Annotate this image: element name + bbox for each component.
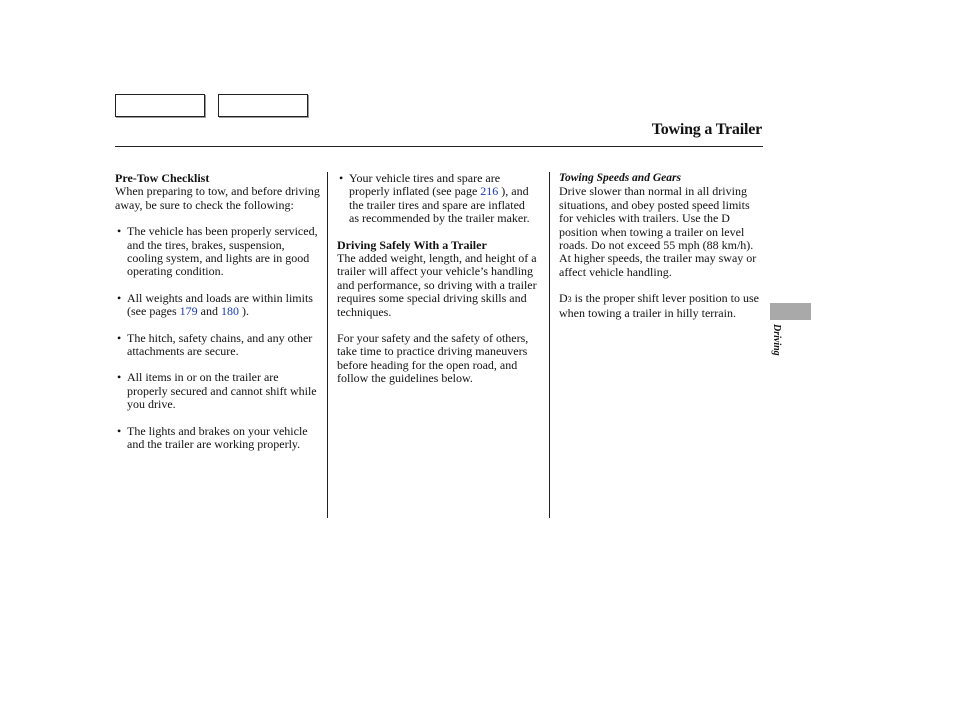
checklist-item: • The lights and brakes on your vehicle and the trailer are working properly. (115, 425, 320, 452)
page-link-216[interactable]: 216 (480, 184, 499, 199)
checklist-item: • The vehicle has been properly serviced, and the tires, brakes, suspension, cooling system, and lights are in good operating condition. (115, 225, 320, 279)
column-towing-speeds (559, 172, 765, 320)
column-driving-safely (337, 172, 537, 386)
body-paragraph: The added weight, length, and height of a trailer will affect your vehicle’s handling and performance, so driving with a trailer requires some special driving skills and techniques. (337, 251, 537, 319)
nav-back-button[interactable] (115, 94, 205, 117)
checklist-item: • The hitch, safety chains, and any other attachments are secure. (115, 332, 320, 359)
checklist-item: • All items in or on the trailer are properly secured and cannot shift while you drive. (115, 371, 320, 411)
section-subheading: Towing Speeds and Gears (559, 172, 681, 184)
column-divider (549, 172, 550, 518)
section-tab[interactable] (770, 303, 811, 320)
intro-paragraph: When preparing to tow, and before driving away, be sure to check the following: (115, 184, 320, 212)
body-paragraph: Drive slower than normal in all driving situations, and obey posted speed limits for vehicles with trailers. Use the D position when towing a trailer on level roads. Do not exceed 55 mph (88 km/h). At higher speeds, the trailer may sway or affect vehicle handling. (559, 184, 757, 279)
checklist-item: • Your vehicle tires and spare are properly inflated (see page 216 ), and the trailer tires and spare are inflated as recommended by the trailer maker. (337, 172, 537, 226)
body-paragraph: For your safety and the safety of others, take time to practice driving maneuvers before heading for the open road, and follow the guidelines below. (337, 331, 529, 386)
section-heading: Pre-Tow Checklist (115, 171, 210, 185)
body-paragraph: D3 is the proper shift lever position to use when towing a trailer in hilly terrain. (559, 291, 759, 320)
column-divider (327, 172, 328, 518)
column-pre-tow (115, 172, 320, 452)
section-heading: Driving Safely With a Trailer (337, 237, 487, 252)
page-link-179[interactable]: 179 (179, 304, 198, 319)
header-rule (115, 146, 763, 147)
section-tab-label: Driving (771, 324, 782, 356)
nav-main-menu-button[interactable] (218, 94, 308, 117)
page-title: Towing a Trailer (651, 121, 762, 138)
page-link-180[interactable]: 180 (220, 304, 239, 319)
checklist-item: • All weights and loads are within limits (see pages 179 and 180 ). (115, 292, 320, 319)
gear-d3: D3 (559, 291, 572, 306)
